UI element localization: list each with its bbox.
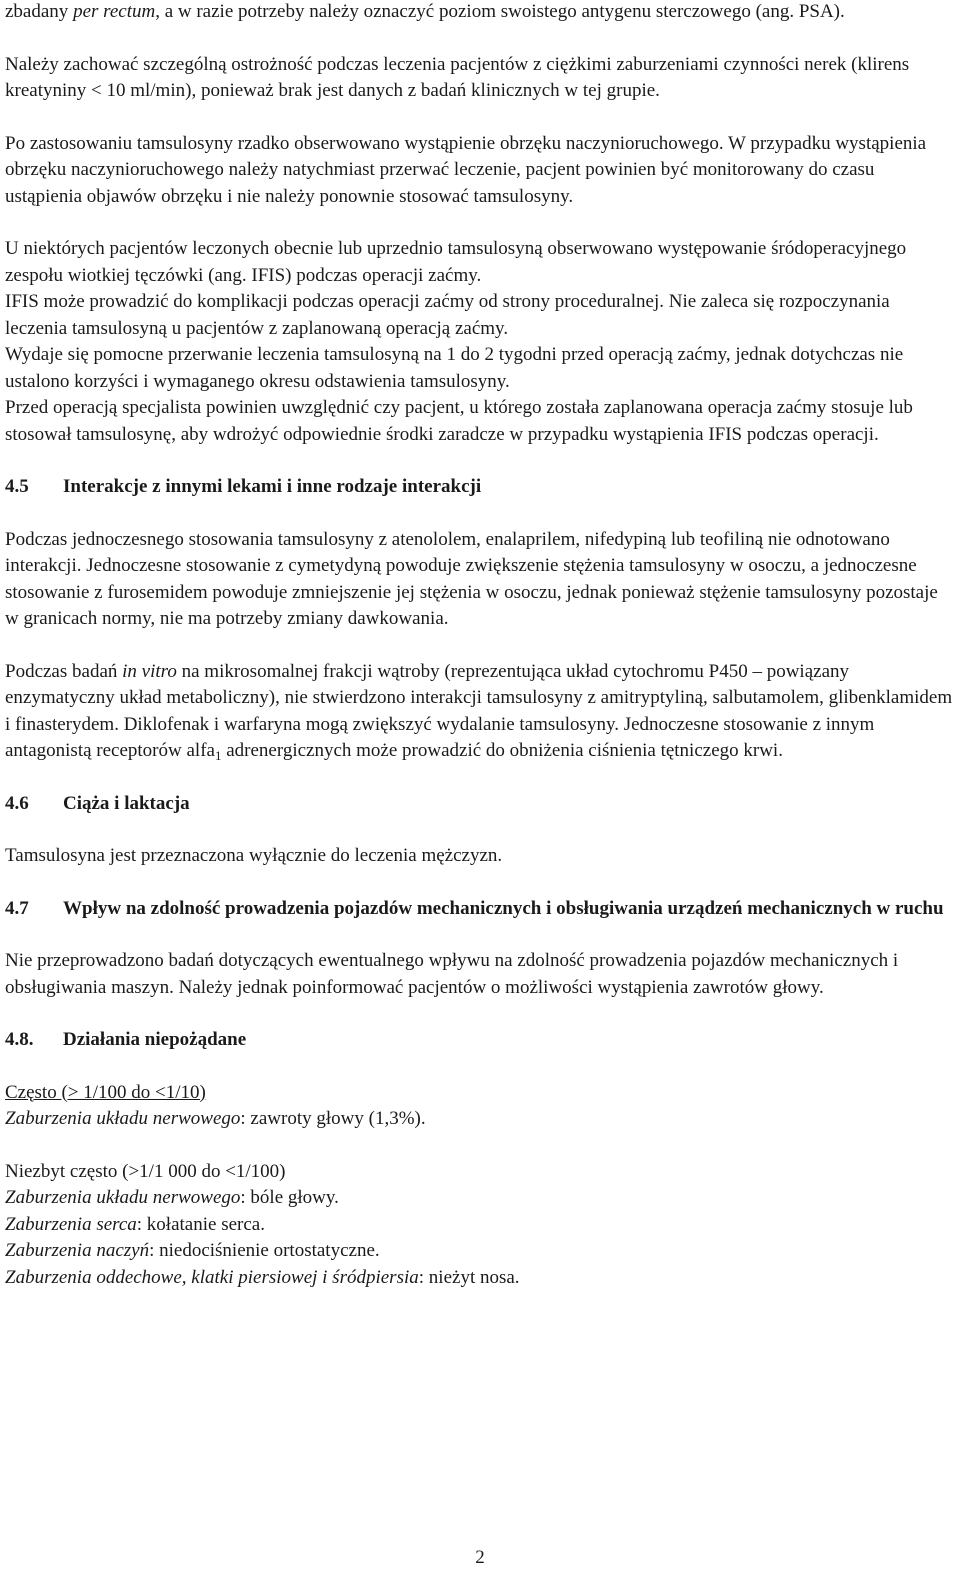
section-heading-4-5 bbox=[5, 474, 953, 501]
section-number: 4.8. bbox=[5, 1029, 34, 1050]
text-run: na mikrosomalnej frakcji wątroby (reprezentująca układ cytochromu P450 – powiązany enzymatyczny układ metaboliczny), nie stwierdzono interakcji tamsulosyny z amitryptyliną, salbutamolem, glibenklamidem i finasterydem. Diklofenak i warfaryna mogą zwiększyć wydalanie tamsulosyny. Jednoczesne stosowanie z innym antagonistą receptorów alfa bbox=[5, 660, 953, 761]
effect-text: : kołatanie serca. bbox=[136, 1213, 265, 1235]
section-title: Interakcje z innymi lekami i inne rodzaje interakcji bbox=[63, 476, 482, 497]
organ-class: Zaburzenia naczyń bbox=[5, 1240, 150, 1261]
italic-term: per rectum bbox=[73, 1, 156, 22]
effect-text: : nieżyt nosa. bbox=[418, 1266, 520, 1288]
paragraph-ifis-discontinuation: Wydaje się pomocne przerwanie leczenia tamsulosyną na 1 do 2 tygodni przed operacją zaćmy, jednak dotychczas nie ustalono korzyści i wymaganego okresu odstawienia tamsulosyny. bbox=[5, 344, 904, 392]
section-heading-4-7 bbox=[5, 896, 953, 923]
section-title: Działania niepożądane bbox=[63, 1029, 247, 1050]
adverse-effect-item bbox=[5, 1265, 953, 1292]
section-title: Wpływ na zdolność prowadzenia pojazdów mechanicznych i obsługiwania urządzeń mechanicznych w ruchu bbox=[63, 897, 944, 919]
organ-class: Zaburzenia oddechowe, klatki piersiowej i śródpiersia bbox=[5, 1266, 419, 1288]
section-number: 4.7 bbox=[5, 897, 29, 919]
frequency-heading-uncommon: Niezbyt często (>1/1 000 do <1/100) bbox=[5, 1160, 286, 1182]
organ-class: Zaburzenia układu nerwowego bbox=[5, 1108, 241, 1129]
italic-term: in vitro bbox=[122, 660, 177, 682]
effect-text: : bóle głowy. bbox=[240, 1187, 339, 1208]
frequency-heading-common: Często (> 1/100 do <1/10) bbox=[5, 1081, 206, 1103]
paragraph-ifis-complications: IFIS może prowadzić do komplikacji podczas operacji zaćmy od strony proceduralnej. Nie zaleca się rozpoczynania leczenia tamsulosyną u pacjentów z zaplanowaną operacją zaćmy. bbox=[5, 291, 890, 339]
page-number: 2 bbox=[475, 1547, 485, 1568]
section-number: 4.6 bbox=[5, 792, 29, 814]
effect-text: : niedociśnienie ortostatyczne. bbox=[149, 1240, 380, 1261]
text-run: zbadany bbox=[5, 1, 74, 22]
text-run: adrenergicznych może prowadzić do obniżenia ciśnienia tętniczego krwi. bbox=[226, 740, 783, 761]
adverse-effect-item bbox=[5, 1185, 953, 1212]
paragraph-interactions: Podczas jednoczesnego stosowania tamsulosyny z atenololem, enalaprilem, nifedypiną lub teofiliną nie odnotowano interakcji. Jednoczesne stosowanie z cymetydyną powoduje zwiększenie stężenia tamsulosyny w osoczu, a jednoczesne stosowanie z furosemidem powoduje zmniejszenie jej stężenia w osoczu, jednak ponieważ stężenie tamsulosyny pozostaje w granicach normy, nie ma potrzeby zmiany dawkowania. bbox=[5, 528, 938, 629]
adverse-effect-item bbox=[5, 1212, 953, 1239]
document-page bbox=[5, 0, 953, 1291]
organ-class: Zaburzenia serca bbox=[5, 1213, 137, 1235]
paragraph-driving: Nie przeprowadzono badań dotyczących ewentualnego wpływu na zdolność prowadzenia pojazdów mechanicznych i obsługiwania maszyn. Należy jednak poinformować pacjentów o możliwości wystąpienia zawrotów głowy. bbox=[5, 950, 899, 998]
section-number: 4.5 bbox=[5, 476, 29, 497]
text-run: , a w razie potrzeby należy oznaczyć poziom swoistego antygenu sterczowego (ang. PSA). bbox=[155, 1, 845, 22]
paragraph-psa bbox=[5, 0, 953, 26]
paragraph-pregnancy: Tamsulosyna jest przeznaczona wyłącznie do leczenia mężczyzn. bbox=[5, 845, 503, 866]
section-heading-4-6 bbox=[5, 791, 953, 818]
organ-class: Zaburzenia układu nerwowego bbox=[5, 1187, 241, 1208]
paragraph-ifis-preop: Przed operacją specjalista powinien uwzględnić czy pacjent, u którego została zaplanowana operacja zaćmy stosuje lub stosował tamsulosynę, aby wdrożyć odpowiednie środki zaradcze w przypadku wystąpienia IFIS podczas operacji. bbox=[5, 397, 913, 445]
paragraph-in-vitro bbox=[5, 659, 953, 765]
section-heading-4-8 bbox=[5, 1027, 953, 1054]
paragraph-renal: Należy zachować szczególną ostrożność podczas leczenia pacjentów z ciężkimi zaburzeniami czynności nerek (klirens kreatyniny < 10 ml/min), ponieważ brak jest danych z badań klinicznych w tej grupie. bbox=[5, 53, 910, 101]
effect-text: : zawroty głowy (1,3%). bbox=[240, 1108, 426, 1129]
subscript: 1 bbox=[214, 748, 222, 763]
paragraph-angioedema: Po zastosowaniu tamsulosyny rzadko obserwowano wystąpienie obrzęku naczynioruchowego. W przypadku wystąpienia obrzęku naczynioruchowego należy natychmiast przerwać leczenie, pacjent powinien być monitorowany do czasu ustąpienia objawów obrzęku i nie należy ponownie stosować tamsulosyny. bbox=[5, 132, 927, 207]
paragraph-ifis-intro: U niektórych pacjentów leczonych obecnie lub uprzednio tamsulosyną obserwowano występowanie śródoperacyjnego zespołu wiotkiej tęczówki (ang. IFIS) podczas operacji zaćmy. bbox=[5, 238, 907, 286]
adverse-effect-item bbox=[5, 1106, 953, 1133]
adverse-effect-item bbox=[5, 1238, 953, 1265]
section-title: Ciąża i laktacja bbox=[63, 792, 190, 814]
text-run: Podczas badań bbox=[5, 660, 123, 682]
